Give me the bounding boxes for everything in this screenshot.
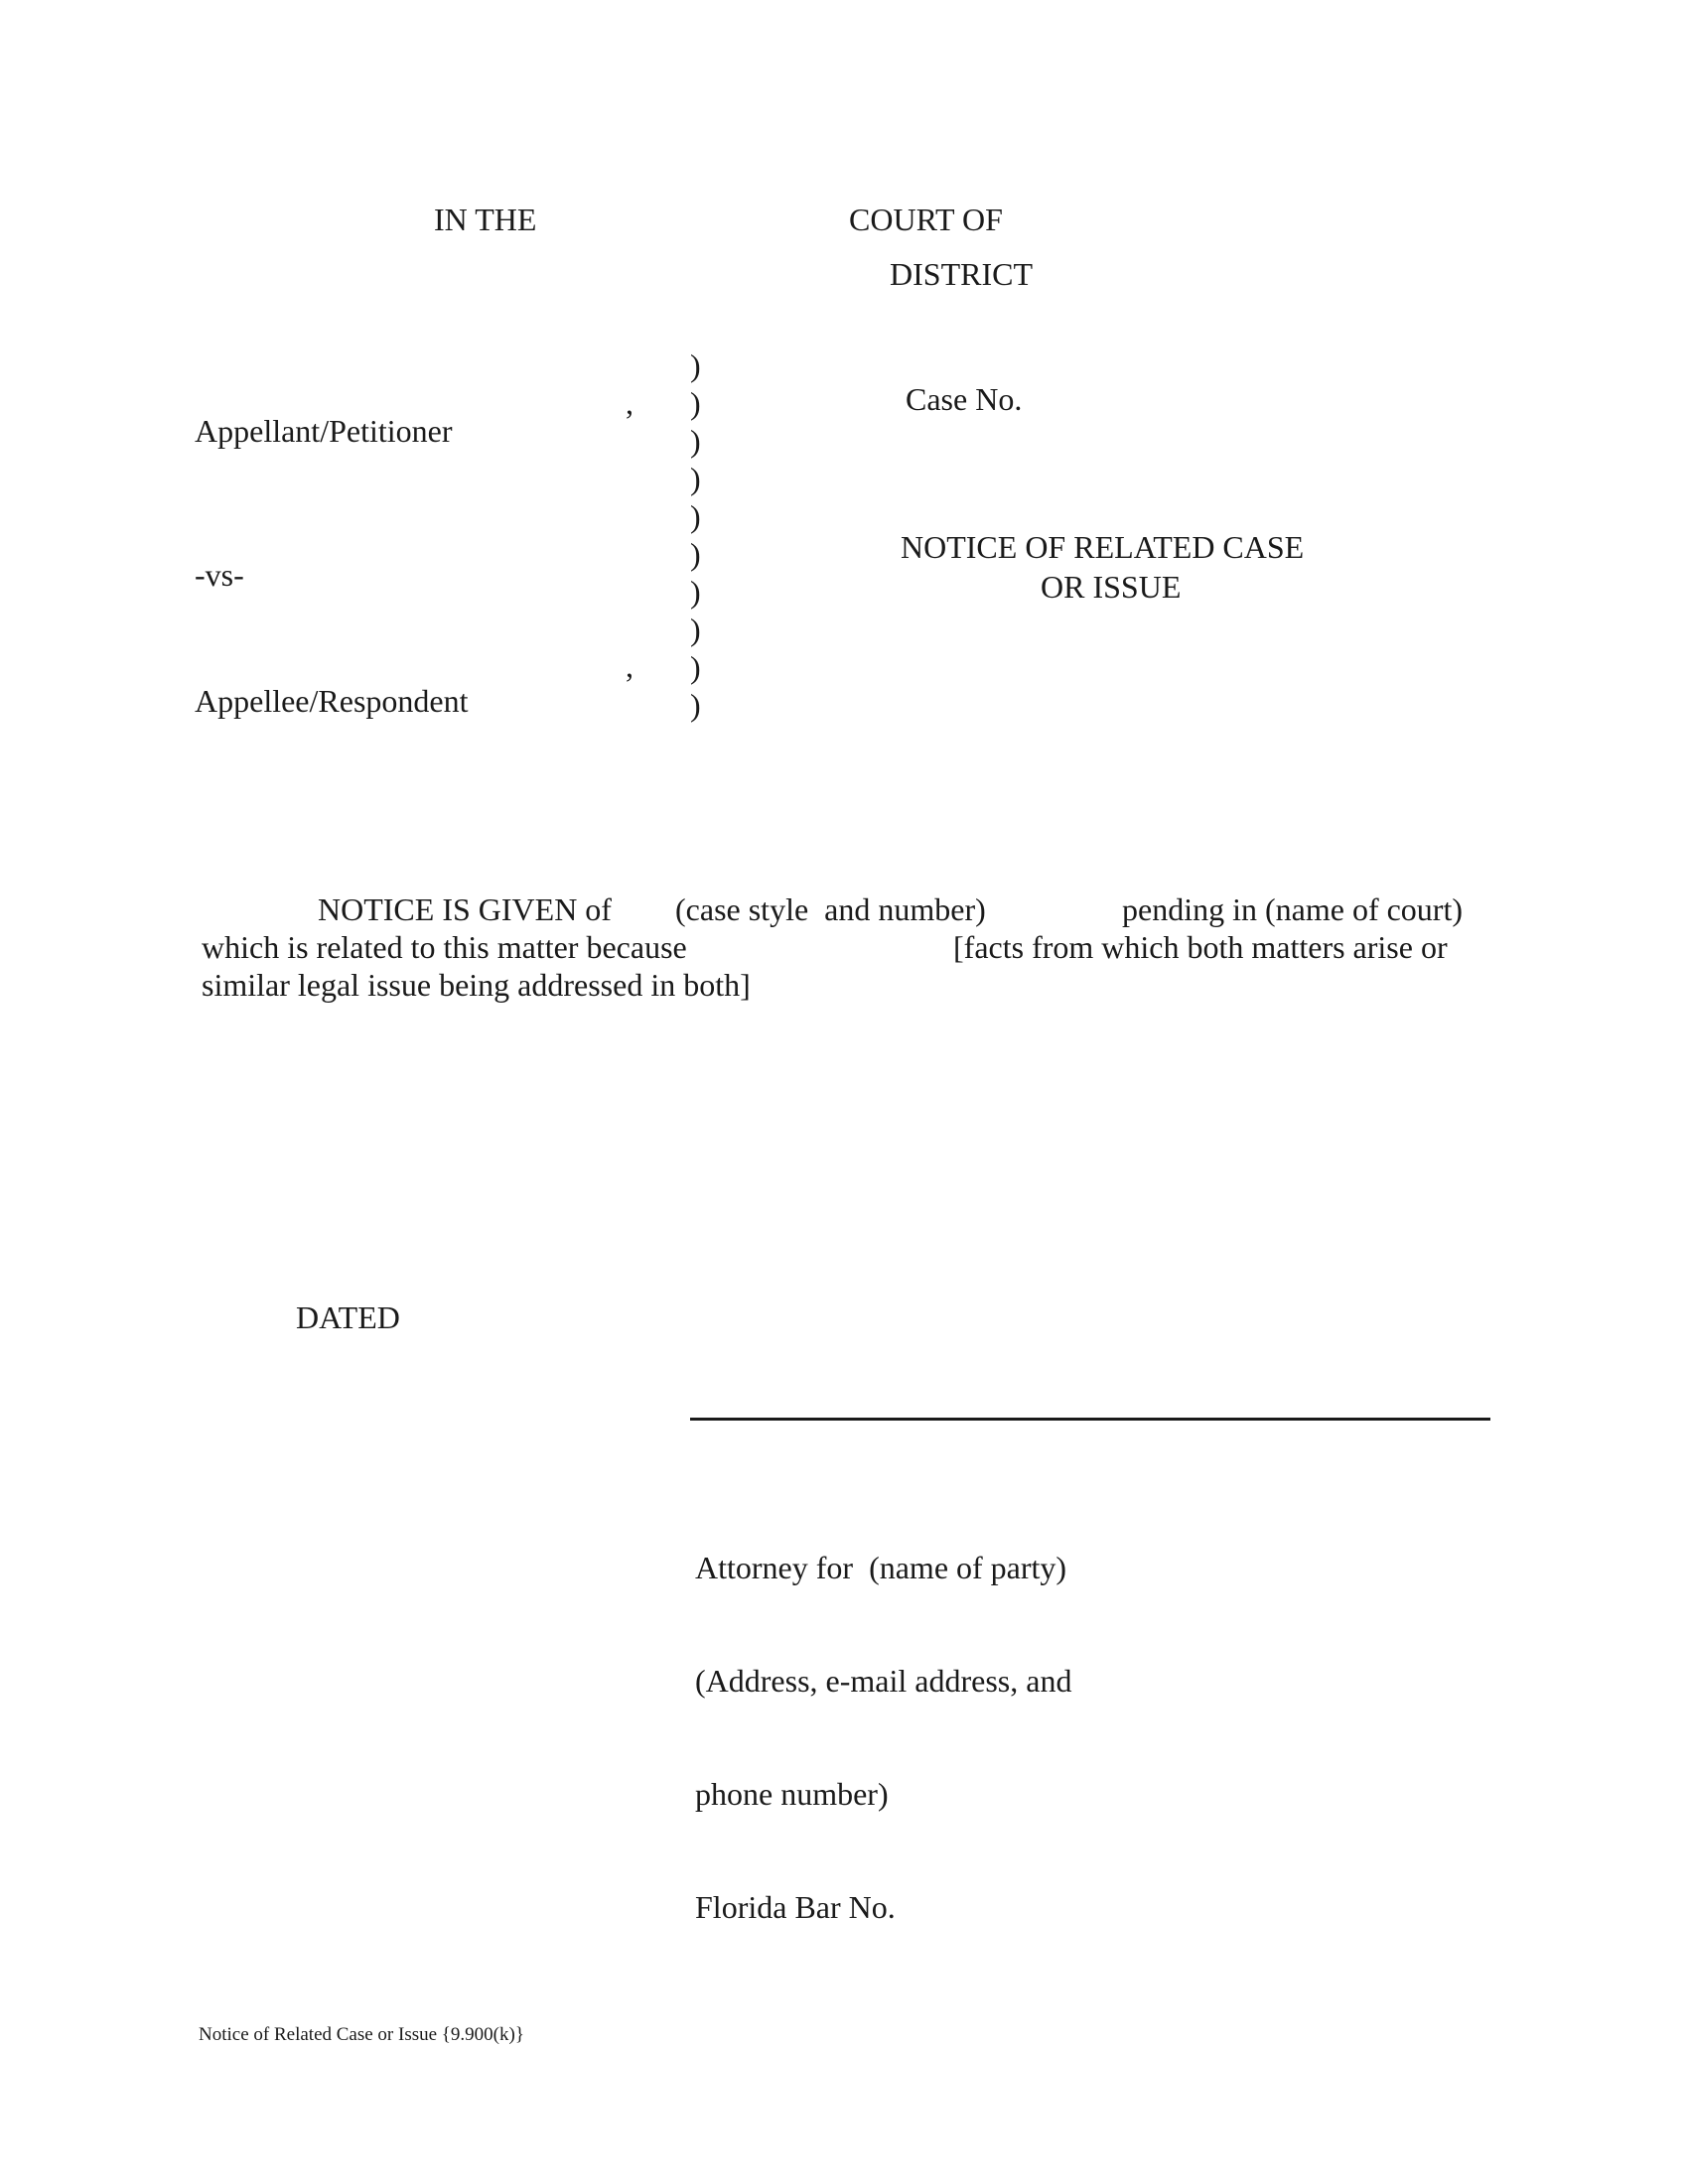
- document-title-line2: OR ISSUE: [1041, 569, 1182, 605]
- paren: ): [690, 347, 701, 383]
- header-court-of: COURT OF: [849, 202, 1003, 237]
- attorney-for-line: Attorney for (name of party): [695, 1550, 1067, 1585]
- related-because-text: which is related to this matter because: [202, 929, 687, 965]
- appellee-label: Appellee/Respondent: [195, 683, 469, 719]
- header-district: DISTRICT: [890, 256, 1033, 292]
- appellant-comma: ,: [626, 385, 633, 421]
- phone-line: phone number): [695, 1776, 889, 1812]
- address-line: (Address, e-mail address, and: [695, 1663, 1072, 1699]
- facts-placeholder: [facts from which both matters arise or: [953, 929, 1448, 965]
- case-number-label: Case No.: [906, 381, 1023, 417]
- document-title-line1: NOTICE OF RELATED CASE: [901, 529, 1305, 565]
- notice-given-text: NOTICE IS GIVEN of: [318, 891, 612, 927]
- paren: ): [690, 649, 701, 685]
- page-footer: Notice of Related Case or Issue {9.900(k)}: [199, 2024, 524, 2045]
- paren: ): [690, 687, 701, 723]
- appellant-label: Appellant/Petitioner: [195, 413, 453, 449]
- paren: ): [690, 574, 701, 610]
- versus-label: -vs-: [195, 557, 244, 593]
- header-in-the: IN THE: [434, 202, 537, 237]
- facts-placeholder-continued: similar legal issue being addressed in both]: [202, 967, 751, 1003]
- paren: ): [690, 385, 701, 421]
- paren: ): [690, 498, 701, 534]
- signature-line: [690, 1418, 1490, 1421]
- appellee-comma: ,: [626, 648, 633, 684]
- paren: ): [690, 423, 701, 459]
- florida-bar-line: Florida Bar No.: [695, 1889, 896, 1925]
- paren: ): [690, 461, 701, 496]
- paren: ): [690, 612, 701, 647]
- paren: ): [690, 536, 701, 572]
- case-style-placeholder: (case style and number): [675, 891, 986, 927]
- signature-block: [695, 1473, 1071, 2001]
- dated-label: DATED: [296, 1299, 400, 1335]
- court-name-placeholder: pending in (name of court): [1122, 891, 1463, 927]
